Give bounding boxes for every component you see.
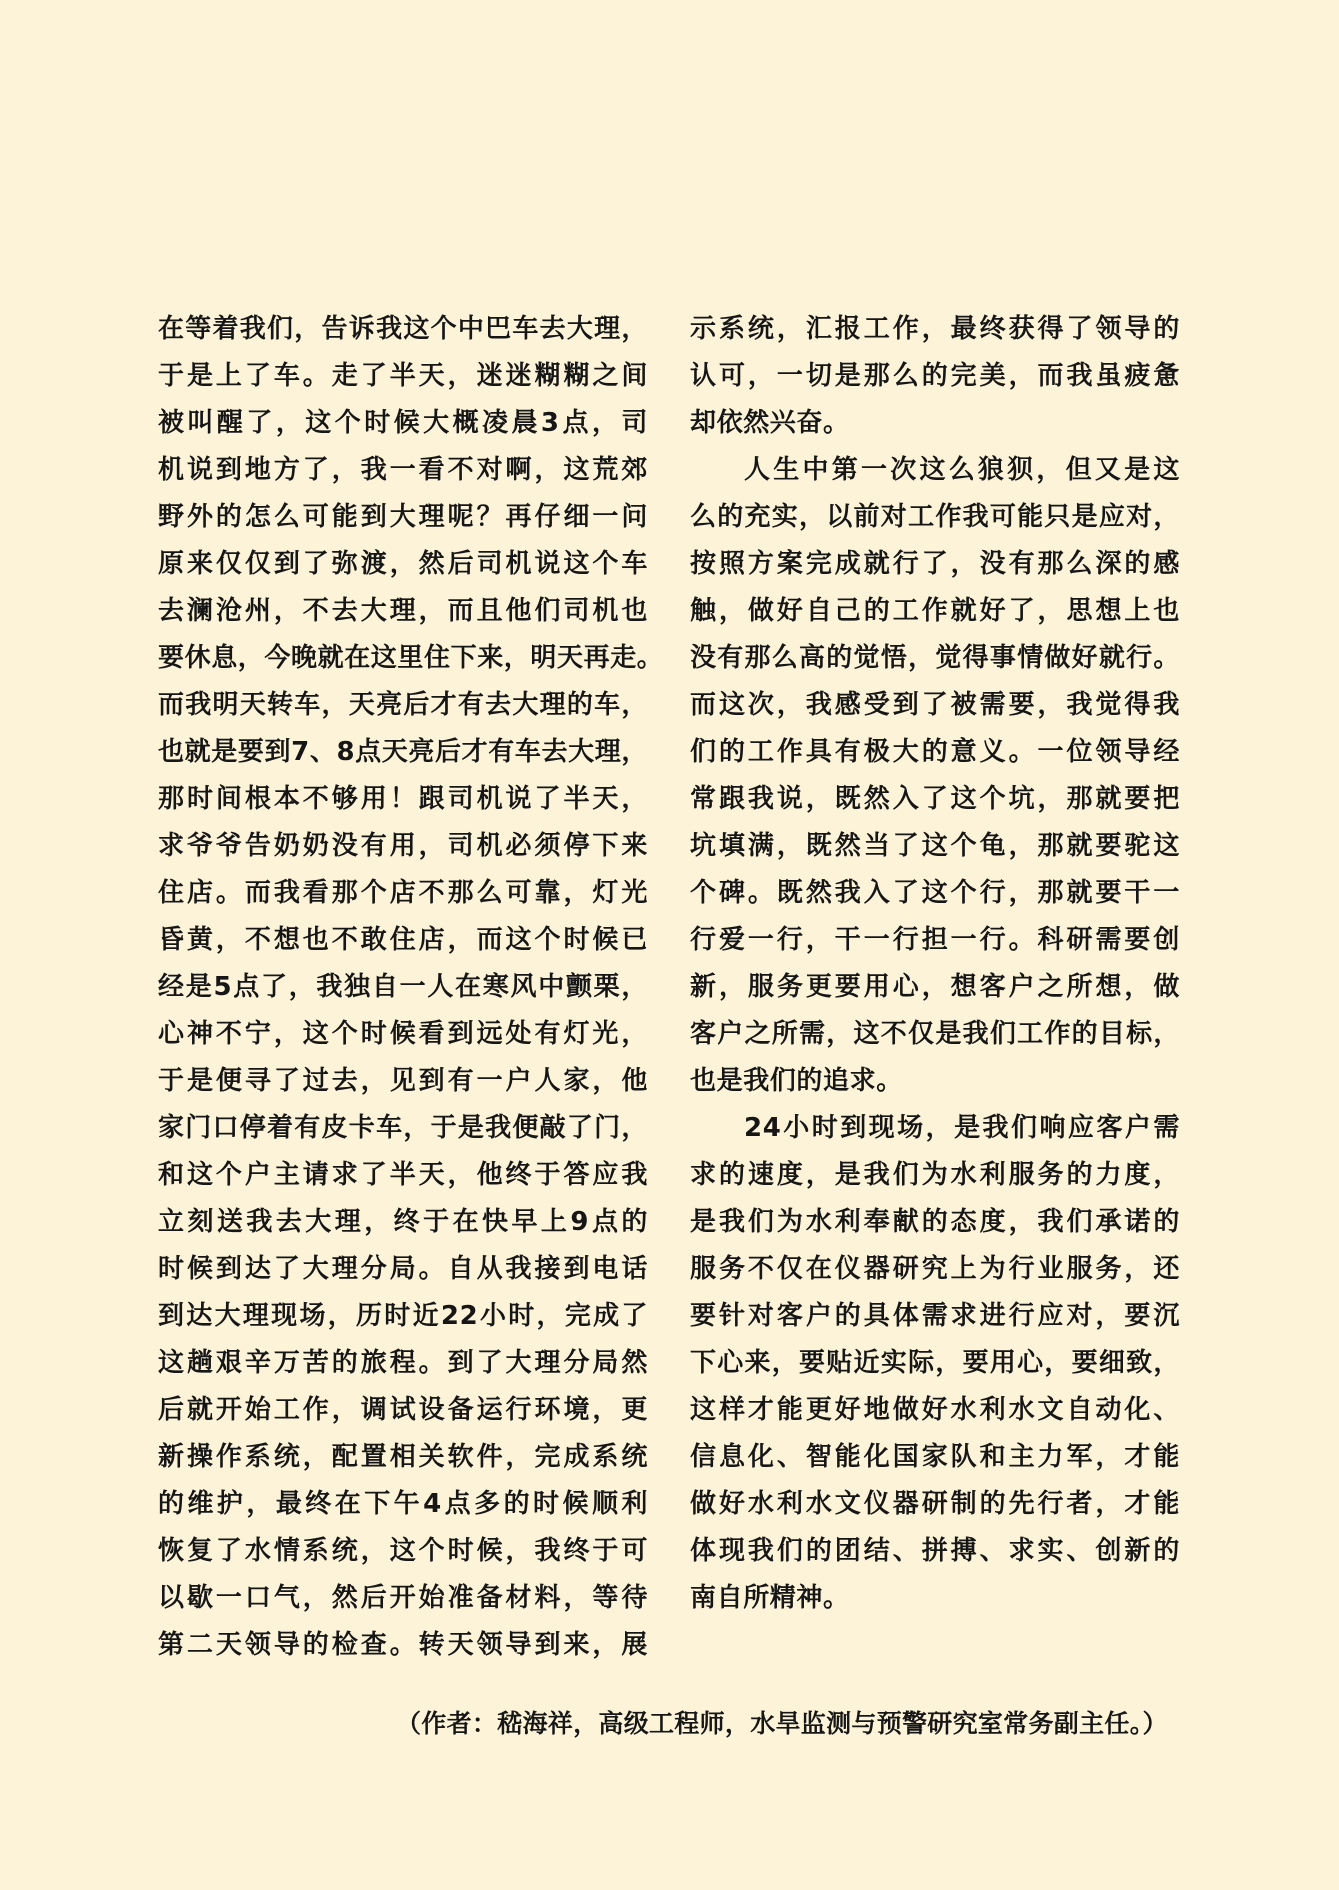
text-line: 新，服务更要用心，想客户之所想，做: [690, 972, 1180, 1002]
text-line: 恢复了水情系统，这个时候，我终于可: [158, 1536, 648, 1566]
text-line: 以歇一口气，然后开始准备材料，等待: [158, 1583, 648, 1613]
text-line: 行爱一行，干一行担一行。科研需要创: [690, 925, 1180, 955]
text-line: 昏黄，不想也不敢住店，而这个时候已: [158, 925, 648, 955]
text-line: 野外的怎么可能到大理呢？再仔细一问: [158, 502, 648, 532]
text-line: 而这次，我感受到了被需要，我觉得我: [690, 690, 1180, 720]
text-line: 们的工作具有极大的意义。一位领导经: [690, 737, 1180, 767]
text-line: 在等着我们，告诉我这个中巴车去大理，: [158, 314, 648, 344]
text-line: 后就开始工作，调试设备运行环境，更: [158, 1395, 648, 1425]
text-line: 于是上了车。走了半天，迷迷糊糊之间: [158, 361, 648, 391]
text-line: 心神不宁，这个时候看到远处有灯光，: [158, 1019, 648, 1049]
text-line: 示系统，汇报工作，最终获得了领导的: [690, 314, 1180, 344]
text-line: 认可，一切是那么的完美，而我虽疲惫: [690, 361, 1180, 391]
text-line: 求的速度，是我们为水利服务的力度，: [690, 1160, 1180, 1190]
text-line: 这样才能更好地做好水利水文自动化、: [690, 1395, 1180, 1425]
text-line: 那时间根本不够用！跟司机说了半天，: [158, 784, 648, 814]
text-line: 的维护，最终在下午4点多的时候顺利: [158, 1489, 648, 1519]
text-line: 客户之所需，这不仅是我们工作的目标，: [690, 1019, 1180, 1049]
text-line: 时候到达了大理分局。自从我接到电话: [158, 1254, 648, 1284]
text-line: 按照方案完成就行了，没有那么深的感: [690, 549, 1180, 579]
text-line: 体现我们的团结、拼搏、求实、创新的: [690, 1536, 1180, 1566]
text-line: 求爷爷告奶奶没有用，司机必须停下来: [158, 831, 648, 861]
paragraph-start-line: 24小时到现场，是我们响应客户需: [744, 1113, 1180, 1143]
text-line: 要针对客户的具体需求进行应对，要沉: [690, 1301, 1180, 1331]
text-line: 坑填满，既然当了这个龟，那就要驼这: [690, 831, 1180, 861]
text-line: 么的充实，以前对工作我可能只是应对，: [690, 502, 1180, 532]
author-byline: （作者：嵇海祥，高级工程师，水旱监测与预警研究室常务副主任。）: [396, 1709, 1168, 1738]
text-line: 没有那么高的觉悟，觉得事情做好就行。: [690, 643, 1180, 673]
text-line: 触，做好自己的工作就好了，思想上也: [690, 596, 1180, 626]
text-line: 要休息，今晚就在这里住下来，明天再走。: [158, 643, 664, 673]
text-line: 而我明天转车，天亮后才有去大理的车，: [158, 690, 648, 720]
text-line: 被叫醒了，这个时候大概凌晨3点，司: [158, 408, 648, 438]
text-line: 个碑。既然我入了这个行，那就要干一: [690, 878, 1180, 908]
text-line: 下心来，要贴近实际，要用心，要细致，: [690, 1348, 1180, 1378]
text-line: 于是便寻了过去，见到有一户人家，他: [158, 1066, 648, 1096]
text-line: 是我们为水利奉献的态度，我们承诺的: [690, 1207, 1180, 1237]
text-line: 第二天领导的检查。转天领导到来，展: [158, 1630, 648, 1660]
text-line: 去澜沧州，不去大理，而且他们司机也: [158, 596, 648, 626]
text-line: 立刻送我去大理，终于在快早上9点的: [158, 1207, 648, 1237]
text-line: 服务不仅在仪器研究上为行业服务，还: [690, 1254, 1180, 1284]
text-line: 也就是要到7、8点天亮后才有车去大理，: [158, 737, 648, 767]
text-line: 原来仅仅到了弥渡，然后司机说这个车: [158, 549, 648, 579]
text-line: 经是5点了，我独自一人在寒风中颤栗，: [158, 972, 648, 1002]
paragraph-end-line: 却依然兴奋。: [690, 408, 850, 438]
text-line: 新操作系统，配置相关软件，完成系统: [158, 1442, 648, 1472]
text-line: 这趟艰辛万苦的旅程。到了大理分局然: [158, 1348, 648, 1378]
article-left-column: [158, 306, 664, 1669]
article-right-column: [690, 306, 1180, 1622]
text-line: 信息化、智能化国家队和主力军，才能: [690, 1442, 1180, 1472]
text-line: 机说到地方了，我一看不对啊，这荒郊: [158, 455, 648, 485]
text-line: 家门口停着有皮卡车，于是我便敲了门，: [158, 1113, 648, 1143]
paragraph-start-line: 人生中第一次这么狼狈，但又是这: [744, 455, 1180, 485]
text-line: 和这个户主请求了半天，他终于答应我: [158, 1160, 648, 1190]
text-line: 常跟我说，既然入了这个坑，那就要把: [690, 784, 1180, 814]
text-line: 到达大理现场，历时近22小时，完成了: [158, 1301, 648, 1331]
text-line: 住店。而我看那个店不那么可靠，灯光: [158, 878, 648, 908]
paragraph-end-line: 也是我们的追求。: [690, 1066, 903, 1096]
paragraph-end-line: 南自所精神。: [690, 1583, 850, 1613]
text-line: 做好水利水文仪器研制的先行者，才能: [690, 1489, 1180, 1519]
